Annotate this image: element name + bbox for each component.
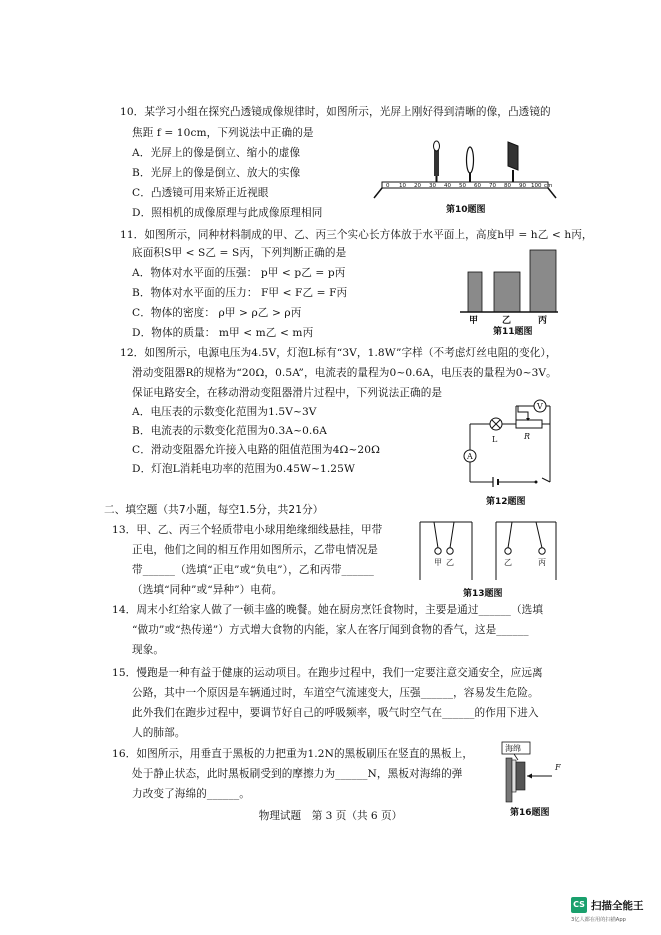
q13-line-3: 带______（选填“正电”或“负电”），乙和丙带______: [132, 564, 374, 576]
q12-option-c: C．滑动变阻器允许接入电路的阻值范围为4Ω~20Ω: [132, 444, 380, 456]
tick-30: 30: [429, 183, 436, 189]
q16-line-3: 力改变了海绵的______。: [132, 788, 250, 800]
q11-blocks-figure: [458, 246, 558, 326]
q14-line-2: “做功”或“热传递”）方式增大食物的内能，家人在客厅闻到食物的香气，这是______: [132, 624, 529, 636]
q10-optical-bench-figure: [372, 136, 558, 200]
q14-line-3: 现象。: [132, 644, 165, 656]
tick-unit: cm: [544, 183, 553, 189]
badge-title: 扫描全能王: [591, 900, 644, 912]
tick-70: 70: [489, 183, 496, 189]
q10-option-d: D．照相机的成像原理与此成像原理相同: [132, 207, 323, 219]
ball-label-yi-1: 乙: [446, 558, 454, 567]
ammeter-label: A: [467, 452, 473, 461]
q13-figure-caption: 第13题图: [463, 589, 503, 599]
force-label: F: [555, 763, 561, 772]
ball-label-bing: 丙: [538, 558, 546, 567]
block-label-jia: 甲: [469, 316, 479, 326]
q16-blackboard-figure: [500, 740, 564, 804]
cs-logo-icon: CS: [571, 897, 587, 913]
tick-10: 10: [399, 183, 406, 189]
q12-option-b: B．电流表的示数变化范围为0.3A~0.6A: [132, 425, 327, 437]
q11-option-d: D．物体的质量： m甲 < m乙 < m丙: [132, 327, 314, 339]
block-label-bing: 丙: [538, 316, 548, 326]
q11-line-1: 11．如图所示，同种材料制成的甲、乙、丙三个实心长方体放于水平面上，高度h甲 = h乙 < h丙，: [120, 229, 593, 241]
q10-option-a: A．光屏上的像是倒立、缩小的虚像: [132, 147, 301, 159]
tick-100: 100: [531, 183, 542, 189]
section-2-heading: 二、填空题（共7小题，每空1.5分，共21分）: [104, 504, 324, 516]
badge-subtitle: 3亿人都在用的扫描App: [571, 917, 626, 923]
q11-option-a: A．物体对水平面的压强： p甲 < p乙 = p丙: [132, 267, 346, 279]
q12-option-d: D．灯泡L消耗电功率的范围为0.45W~1.25W: [132, 463, 355, 475]
q16-line-1: 16．如图所示，用垂直于黑板的力把重为1.2N的黑板刷压在竖直的黑板上，: [112, 748, 474, 760]
tick-0: 0: [386, 183, 390, 189]
q11-option-b: B．物体对水平面的压力： F甲 < F乙 = F丙: [132, 287, 348, 299]
q12-line-1: 12．如图所示，电源电压为4.5V，灯泡L标有“3V，1.8W”字样（不考虑灯丝电阻的变化），: [120, 347, 557, 359]
q11-option-c: C．物体的密度： ρ甲 > ρ乙 > ρ丙: [132, 307, 302, 319]
voltmeter-label: V: [537, 402, 543, 411]
q15-line-4: 人的肺部。: [132, 727, 186, 739]
q11-figure-caption: 第11题图: [493, 327, 533, 337]
scanner-app-badge: [571, 897, 656, 931]
q16-figure-caption: 第16题图: [510, 808, 550, 818]
q14-line-1: 14．周末小红给家人做了一顿丰盛的晚餐。她在厨房烹饪食物时，主要是通过______（选填: [112, 604, 544, 616]
tick-20: 20: [414, 183, 421, 189]
tick-90: 90: [519, 183, 526, 189]
tick-60: 60: [474, 183, 481, 189]
page-footer: 物理试题 第 3 页（共 6 页）: [258, 810, 403, 822]
q13-charged-balls-figure: [412, 518, 558, 584]
q10-line-1: 10．某学习小组在探究凸透镜成像规律时，如图所示，光屏上刚好得到清晰的像，凸透镜的: [120, 106, 551, 118]
sponge-label: 海绵: [505, 744, 521, 753]
q12-option-a: A．电压表的示数变化范围为1.5V~3V: [132, 406, 317, 418]
q12-circuit-figure: [458, 396, 558, 496]
block-label-yi: 乙: [502, 316, 512, 326]
q10-option-c: C．凸透镜可用来矫正近视眼: [132, 187, 269, 199]
tick-80: 80: [504, 183, 511, 189]
tick-40: 40: [444, 183, 451, 189]
ball-label-jia: 甲: [434, 558, 442, 567]
q10-figure-caption: 第10题图: [446, 205, 486, 215]
q13-line-1: 13．甲、乙、丙三个轻质带电小球用绝缘细线悬挂，甲带: [112, 524, 383, 536]
q15-line-1: 15．慢跑是一种有益于健康的运动项目。在跑步过程中，我们一定要注意交通安全，应远离: [112, 667, 543, 679]
q10-line-2: 焦距 f = 10cm，下列说法中正确的是: [132, 127, 314, 139]
rheostat-label: R: [524, 432, 531, 441]
q12-line-2: 滑动变阻器R的规格为“20Ω，0.5A”，电流表的量程为0~0.6A，电压表的量程为0~3V。: [132, 367, 557, 379]
q15-line-2: 公路，其中一个原因是车辆通过时，车道空气流速变大，压强______，容易发生危险。: [132, 687, 539, 699]
q16-line-2: 处于静止状态，此时黑板刷受到的摩擦力为______N，黑板对海绵的弹: [132, 768, 463, 780]
lamp-label: L: [492, 435, 498, 444]
q10-option-b: B．光屏上的像是倒立、放大的实像: [132, 167, 301, 179]
q12-line-3: 保证电路安全，在移动滑动变阻器滑片过程中，下列说法正确的是: [132, 387, 443, 399]
q12-figure-caption: 第12题图: [486, 497, 526, 507]
q15-line-3: 此外我们在跑步过程中，要调节好自己的呼吸频率，吸气时空气在______的作用下进入: [132, 707, 539, 719]
q13-line-4: （选填“同种”或“异种”）电荷。: [132, 584, 283, 596]
q13-line-2: 正电，他们之间的相互作用如图所示，乙带电情况是: [132, 544, 378, 556]
q11-line-2: 底面积S甲 < S乙 = S丙，下列判断正确的是: [132, 247, 347, 259]
ball-label-yi-2: 乙: [504, 558, 512, 567]
tick-50: 50: [459, 183, 466, 189]
